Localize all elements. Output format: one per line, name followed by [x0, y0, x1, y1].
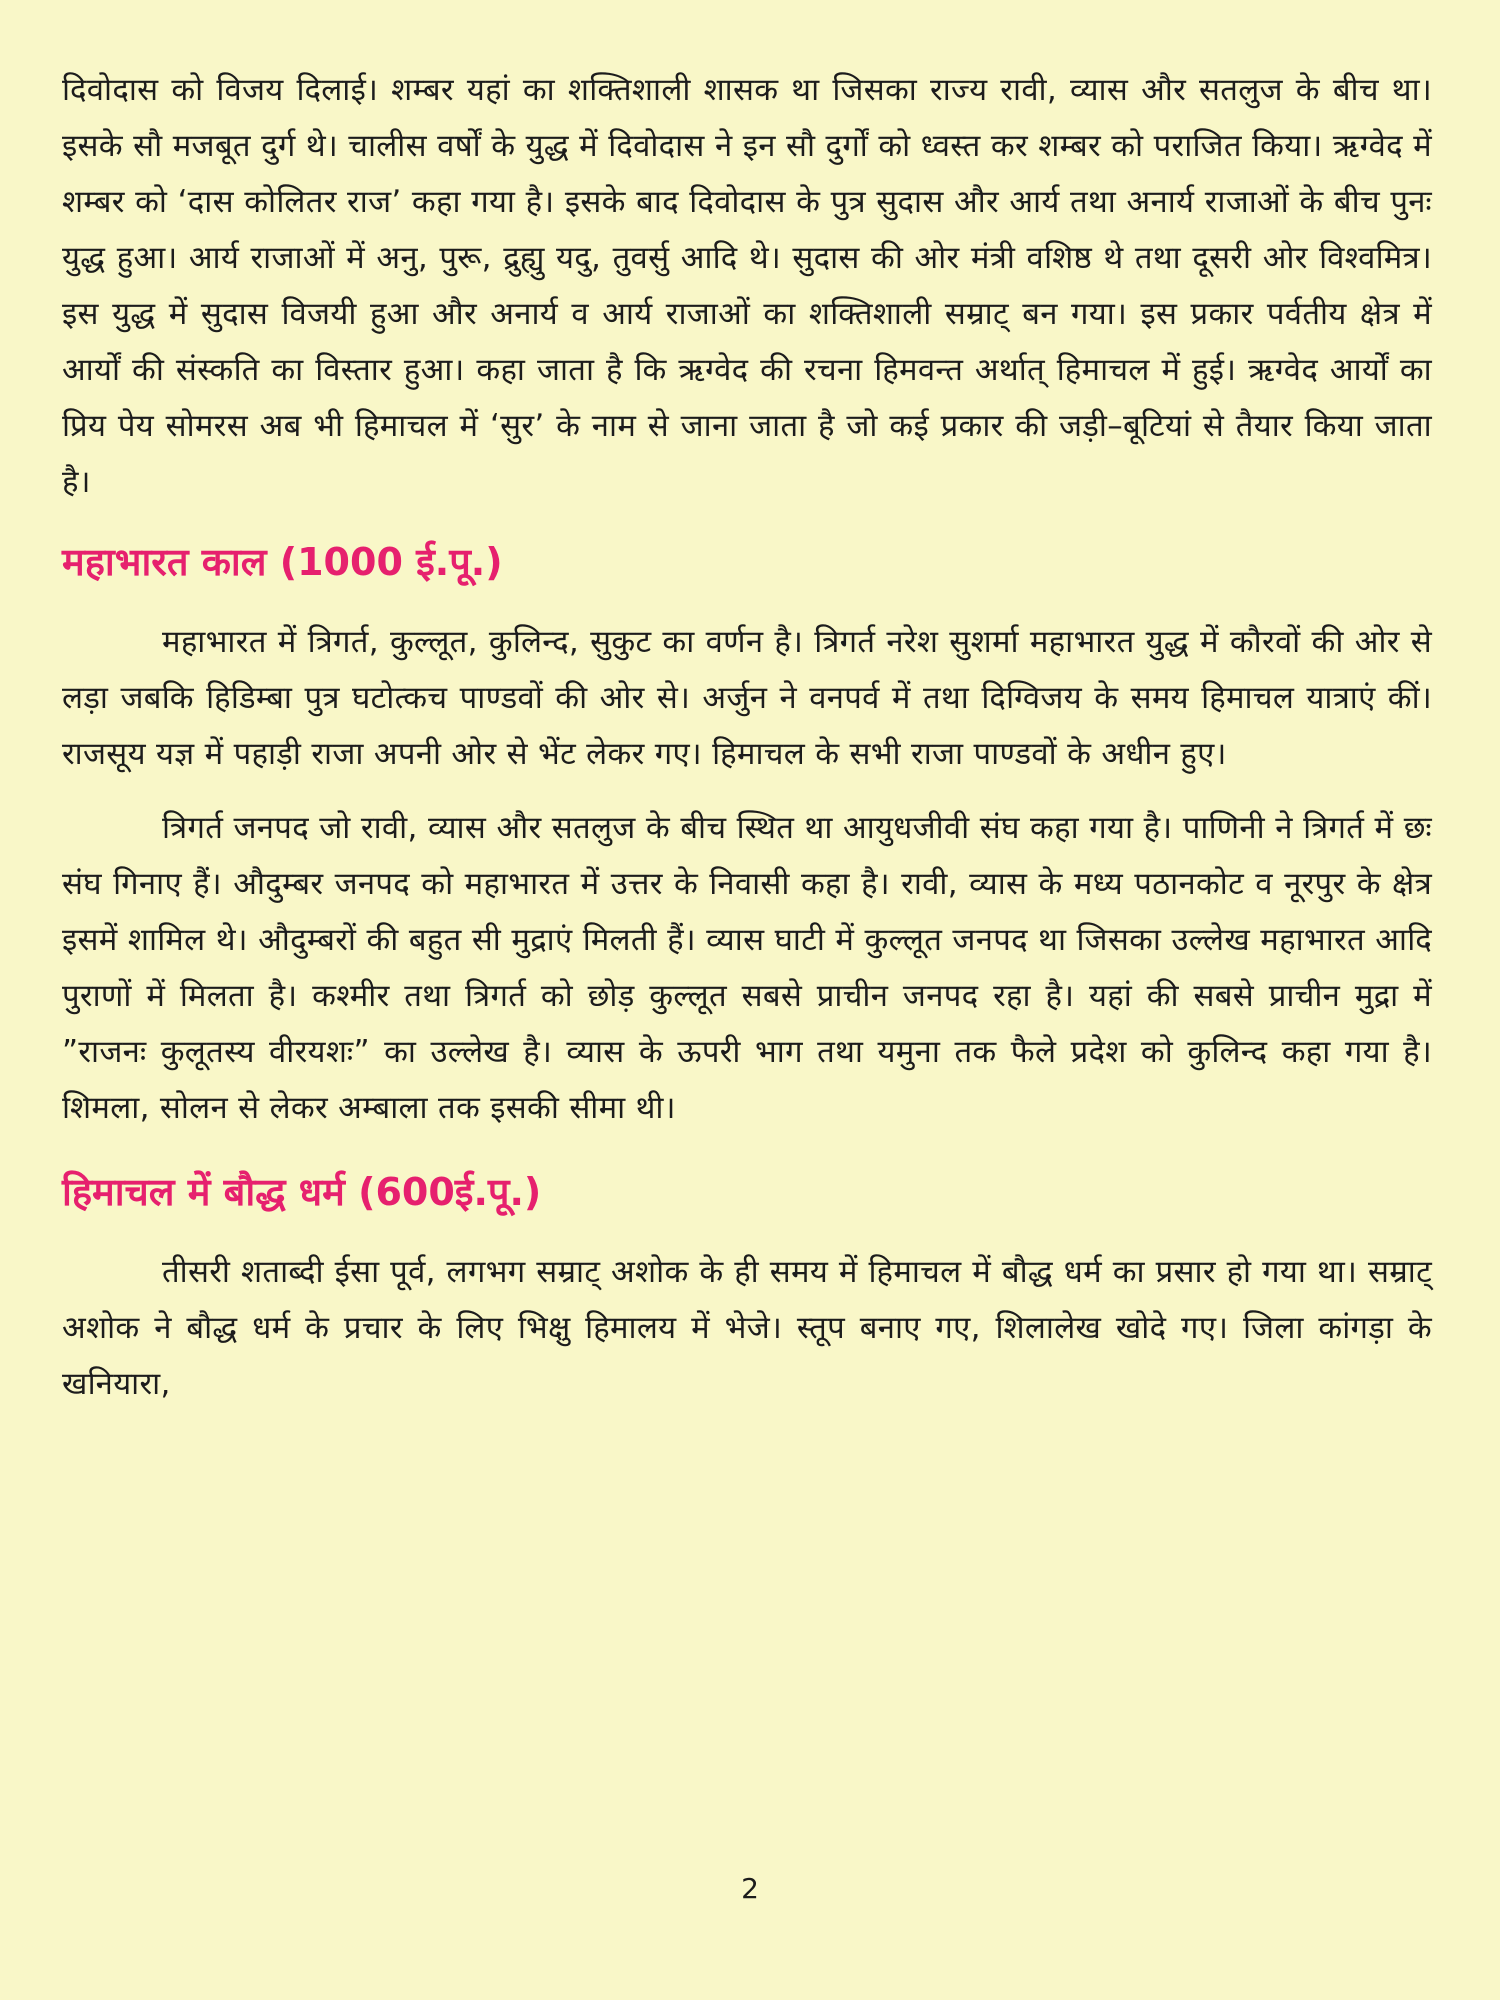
page-content — [62, 62, 1432, 1922]
heading-buddhism-himachal: हिमाचल में बौद्ध धर्म (600ई.पू.) — [62, 1170, 542, 1214]
paragraph-shambar-sudas: दिवोदास को विजय दिलाई। शम्बर यहां का शक्तिशाली शासक था जिसका राज्य रावी, व्यास और सतलुज के बीच था। इसके सौ मजबूत दुर्ग थे। चालीस वर्षों के युद्ध में दिवोदास ने इन सौ दुर्गों को ध्वस्त कर शम्बर को पराजित किया। ऋग्वेद में शम्बर को ‘दास कोलितर राज’ कहा गया है। इसके बाद दिवोदास के पुत्र सुदास और आर्य तथा अनार्य राजाओं के बीच पुनः युद्ध हुआ। आर्य राजाओं में अनु, पुरू, द्रुह्यु यदु, तुवर्सु आदि थे। सुदास की ओर मंत्री वशिष्ठ थे तथा दूसरी ओर विश्वमित्र। इस युद्ध में सुदास विजयी हुआ और अनार्य व आर्य राजाओं का शक्तिशाली सम्राट् बन गया। इस प्रकार पर्वतीय क्षेत्र में आर्यों की संस्कति का विस्तार हुआ। कहा जाता है कि ऋग्वेद की रचना हिमवन्त अर्थात् हिमाचल में हुई। ऋग्वेद आर्यों का प्रिय पेय सोमरस अब भी हिमाचल में ‘सुर’ के नाम से जाना जाता है जो कई प्रकार की जड़ी–बूटियां से तैयार किया जाता है। — [62, 72, 1432, 500]
paragraph-trigarta-janpad: त्रिगर्त जनपद जो रावी, व्यास और सतलुज के बीच स्थित था आयुधजीवी संघ कहा गया है। पाणिनी ने त्रिगर्त में छः संघ गिनाए हैं। औदुम्बर जनपद को महाभारत में उत्तर के निवासी कहा है। रावी, व्यास के मध्य पठानकोट व नूरपुर के क्षेत्र इसमें शामिल थे। औदुम्बरों की बहुत सी मुद्राएं मिलती हैं। व्यास घाटी में कुल्लूत जनपद था जिसका उल्लेख महाभारत आदि पुराणों में मिलता है। कश्मीर तथा त्रिगर्त को छोड़ कुल्लूत सबसे प्राचीन जनपद रहा है। यहां की सबसे प्राचीन मुद्रा में ”राजनः कुलूतस्य वीरयशः” का उल्लेख है। व्यास के ऊपरी भाग तथा यमुना तक फैले प्रदेश को कुलिन्द कहा गया है। शिमला, सोलन से लेकर अम्बाला तक इसकी सीमा थी। — [62, 810, 1432, 1126]
heading-mahabharata-period: महाभारत काल (1000 ई.पू.) — [62, 540, 503, 584]
page-number: 2 — [741, 1872, 759, 1905]
paragraph-mahabharata: महाभारत में त्रिगर्त, कुल्लूत, कुलिन्द, सुकुट का वर्णन है। त्रिगर्त नरेश सुशर्मा महाभारत युद्ध में कौरवों की ओर से लड़ा जबकि हिडिम्बा पुत्र घटोत्कच पाण्डवों की ओर से। अर्जुन ने वनपर्व में तथा दिग्विजय के समय हिमाचल यात्राएं कीं। राजसूय यज्ञ में पहाड़ी राजा अपनी ओर से भेंट लेकर गए। हिमाचल के सभी राजा पाण्डवों के अधीन हुए। — [62, 624, 1432, 772]
paragraph-buddhism: तीसरी शताब्दी ईसा पूर्व, लगभग सम्राट् अशोक के ही समय में हिमाचल में बौद्ध धर्म का प्रसार हो गया था। सम्राट् अशोक ने बौद्ध धर्म के प्रचार के लिए भिक्षु हिमालय में भेजे। स्तूप बनाए गए, शिलालेख खोदे गए। जिला कांगड़ा के खनियारा, — [62, 1254, 1432, 1402]
